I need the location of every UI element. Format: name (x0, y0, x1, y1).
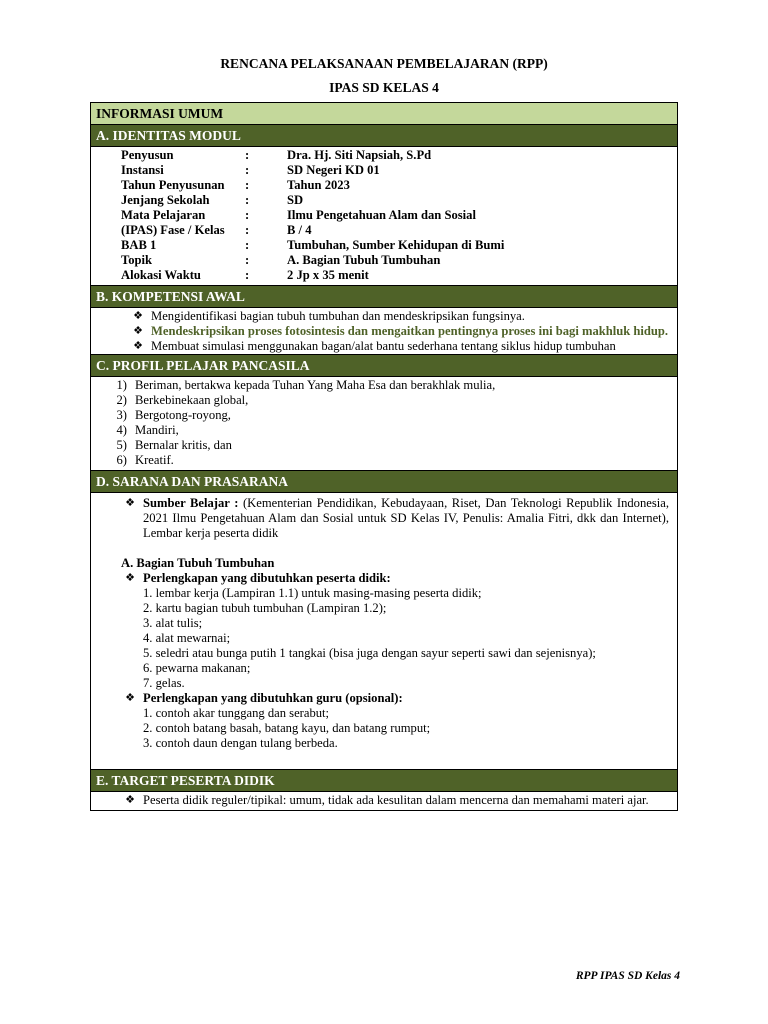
list-item: ❖ Mengidentifikasi bagian tubuh tumbuhan dan mendeskripsikan fungsinya. (91, 309, 677, 324)
sub-heading: A. Bagian Tubuh Tumbuhan (121, 556, 275, 570)
section-d-header: D. SARANA DAN PRASARANA (91, 471, 677, 493)
sumber-belajar: ❖ Sumber Belajar : (Kementerian Pendidikan, Kebudayaan, Riset, Dan Teknologi Republik Indonesia, 2021 Ilmu Pengetahuan Alam dan Sosial untuk SD Kelas IV, Penulis: Amalia Fitri, dkk dan Internet), Lembar kerja peserta didik (91, 496, 677, 541)
sumber-belajar-text: (Kementerian Pendidikan, Kebudayaan, Riset, Dan Teknologi Republik Indonesia, 2021 Ilmu Pengetahuan Alam dan Sosial untuk SD Kelas IV, Penulis: Amalia Fitri, dkk dan Internet), Lembar kerja peserta didik (143, 496, 669, 540)
list-item: ❖ Membuat simulasi menggunakan bagan/alat bantu sederhana tentang siklus hidup tumbuhan (91, 339, 677, 354)
identitas-row: Instansi : SD Negeri KD 01 (121, 163, 380, 177)
list-item: 4. alat mewarnai; (143, 631, 231, 645)
list-item: 2. kartu bagian tubuh tumbuhan (Lampiran 1.2); (143, 601, 387, 615)
list-item: 3. alat tulis; (143, 616, 203, 630)
identitas-row: (IPAS) Fase / Kelas : B / 4 (121, 223, 312, 237)
diamond-bullet-icon: ❖ (125, 572, 135, 584)
list-item: 2) Berkebinekaan global, (116, 393, 249, 407)
target-peserta (91, 792, 677, 810)
list-item: 2. contoh batang basah, batang kayu, dan batang rumput; (143, 721, 431, 735)
list-item: 3) Bergotong-royong, (116, 408, 231, 422)
list-item: ❖ Peserta didik reguler/tipikal: umum, tidak ada kesulitan dalam mencerna dan memahami materi ajar. (91, 793, 677, 808)
identitas-row: Jenjang Sekolah : SD (121, 193, 304, 207)
list-item: 1. contoh akar tunggang dan serabut; (143, 706, 330, 720)
section-a-header: A. IDENTITAS MODUL (91, 125, 677, 147)
identitas-modul (91, 147, 677, 286)
list-item: 5) Bernalar kritis, dan (116, 438, 232, 452)
list-item: 1. lembar kerja (Lampiran 1.1) untuk masing-masing peserta didik; (143, 586, 482, 600)
list-item: 1) Beriman, bertakwa kepada Tuhan Yang Maha Esa dan berakhlak mulia, (116, 378, 496, 392)
diamond-bullet-icon: ❖ (125, 794, 135, 806)
peserta-heading: ❖ Perlengkapan yang dibutuhkan peserta didik: (91, 571, 677, 586)
identitas-row: Tahun Penyusunan : Tahun 2023 (121, 178, 350, 192)
sumber-belajar-label: Sumber Belajar (143, 496, 230, 510)
identitas-row: Alokasi Waktu : 2 Jp x 35 menit (121, 268, 369, 282)
identitas-row: Penyusun : Dra. Hj. Siti Napsiah, S.Pd (121, 148, 432, 162)
diamond-bullet-icon: ❖ (133, 310, 143, 322)
profil-pelajar (91, 377, 677, 471)
diamond-bullet-icon: ❖ (133, 340, 143, 352)
list-item: ❖ Mendeskripsikan proses fotosintesis dan mengaitkan pentingnya proses ini bagi makhluk hidup. (91, 324, 677, 339)
identitas-row: BAB 1 : Tumbuhan, Sumber Kehidupan di Bumi (121, 238, 505, 252)
rpp-table (90, 102, 678, 811)
sarana-prasarana (91, 493, 677, 770)
list-item: 4) Mandiri, (116, 423, 179, 437)
info-umum-header: INFORMASI UMUM (91, 103, 677, 125)
diamond-bullet-icon: ❖ (133, 325, 143, 337)
document-subtitle: IPAS SD KELAS 4 (329, 80, 439, 95)
section-b-header: B. KOMPETENSI AWAL (91, 286, 677, 308)
list-item: 7. gelas. (143, 676, 185, 690)
list-item: 6. pewarna makanan; (143, 661, 251, 675)
section-e-header: E. TARGET PESERTA DIDIK (91, 770, 677, 792)
section-c-header: C. PROFIL PELAJAR PANCASILA (91, 355, 677, 377)
identitas-row: Mata Pelajaran : Ilmu Pengetahuan Alam dan Sosial (121, 208, 476, 222)
guru-heading: ❖ Perlengkapan yang dibutuhkan guru (opsional): (91, 691, 677, 706)
diamond-bullet-icon: ❖ (125, 692, 135, 704)
diamond-bullet-icon: ❖ (125, 497, 135, 509)
list-item: 3. contoh daun dengan tulang berbeda. (143, 736, 338, 750)
kompetensi-awal (91, 308, 677, 355)
identitas-row: Topik : A. Bagian Tubuh Tumbuhan (121, 253, 441, 267)
list-item: 6) Kreatif. (116, 453, 174, 467)
list-item: 5. seledri atau bunga putih 1 tangkai (bisa juga dengan sayur seperti sawi dan sejenisnya); (143, 646, 596, 660)
page-footer: RPP IPAS SD Kelas 4 (575, 970, 680, 982)
document-title: RENCANA PELAKSANAAN PEMBELAJARAN (RPP) (220, 56, 548, 71)
